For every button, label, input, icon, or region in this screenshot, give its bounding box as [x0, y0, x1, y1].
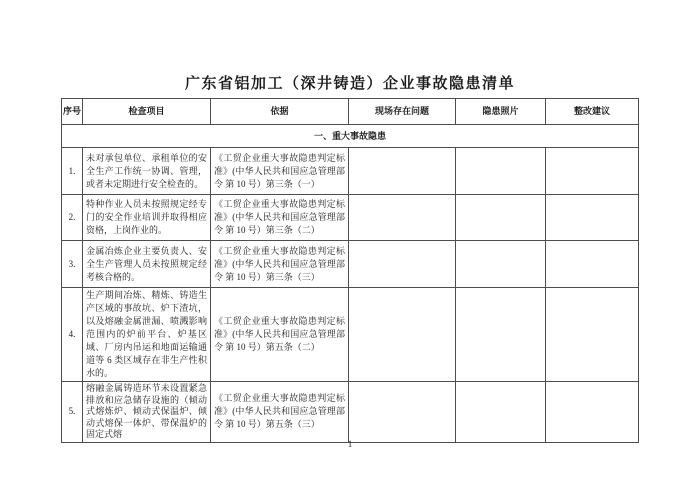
cell-item: 生产期间冶炼、精炼、铸造生产区域的事故坑、炉下渣坑，以及熔融金属泄漏、喷溅影响范围内的炉前平台、炉基区域、厂房内吊运和地面运输通道等 6 类区域存在非生产性积水的。	[83, 288, 211, 382]
cell-problem	[349, 195, 456, 241]
table-row	[62, 148, 639, 195]
header-cell-num: 序号	[62, 99, 83, 125]
table-row	[62, 288, 639, 382]
page-number: 1	[347, 439, 353, 449]
hazard-checklist-table	[61, 98, 639, 443]
cell-item: 熔融金属铸造环节未设置紧急排放和应急储存设施的（倾动式熔炼炉、倾动式保温炉、倾动式熔保一体炉、带保温炉的固定式熔	[83, 382, 211, 443]
cell-num: 2.	[62, 195, 83, 241]
cell-num: 5.	[62, 382, 83, 443]
cell-photo	[456, 241, 546, 288]
header-cell-basis: 依据	[211, 99, 349, 125]
table-header-row	[62, 99, 639, 125]
cell-basis: 《工贸企业重大事故隐患判定标准》(中华人民共和国应急管理部令 第 10 号）第五条（二）	[211, 288, 349, 382]
header-cell-photo: 隐患照片	[456, 99, 546, 125]
cell-suggestion	[546, 241, 639, 288]
table-row	[62, 195, 639, 241]
cell-num: 3.	[62, 241, 83, 288]
cell-basis: 《工贸企业重大事故隐患判定标准》(中华人民共和国应急管理部令 第 10 号）第三条（三）	[211, 241, 349, 288]
cell-problem	[349, 241, 456, 288]
cell-suggestion	[546, 148, 639, 195]
cell-basis: 《工贸企业重大事故隐患判定标准》(中华人民共和国应急管理部令 第 10 号）第三条（二）	[211, 195, 349, 241]
cell-photo	[456, 195, 546, 241]
cell-num: 4.	[62, 288, 83, 382]
cell-problem	[349, 288, 456, 382]
header-cell-problem: 现场存在问题	[349, 99, 456, 125]
cell-photo	[456, 382, 546, 443]
cell-item: 特种作业人员未按照规定经专门的安全作业培训并取得相应资格，上岗作业的。	[83, 195, 211, 241]
cell-item: 未对承包单位、承租单位的安全生产工作统一协调、管理，或者未定期进行安全检查的。	[83, 148, 211, 195]
cell-problem	[349, 382, 456, 443]
cell-basis: 《工贸企业重大事故隐患判定标准》(中华人民共和国应急管理部令 第 10 号）第五条（三）	[211, 382, 349, 443]
cell-suggestion	[546, 288, 639, 382]
cell-problem	[349, 148, 456, 195]
cell-photo	[456, 148, 546, 195]
table-row	[62, 382, 639, 443]
table-row	[62, 241, 639, 288]
page-title: 广东省铝加工（深井铸造）企业事故隐患清单	[184, 76, 515, 92]
section-title: 一、重大事故隐患	[62, 125, 639, 148]
header-cell-item: 检查项目	[83, 99, 211, 125]
cell-suggestion	[546, 382, 639, 443]
section-row	[62, 125, 639, 148]
cell-photo	[456, 288, 546, 382]
cell-basis: 《工贸企业重大事故隐患判定标准》(中华人民共和国应急管理部令 第 10 号）第三条（一）	[211, 148, 349, 195]
cell-suggestion	[546, 195, 639, 241]
header-cell-suggestion: 整改建议	[546, 99, 639, 125]
cell-num: 1.	[62, 148, 83, 195]
cell-item: 金属冶炼企业主要负责人、安全生产管理人员未按照规定经考核合格的。	[83, 241, 211, 288]
